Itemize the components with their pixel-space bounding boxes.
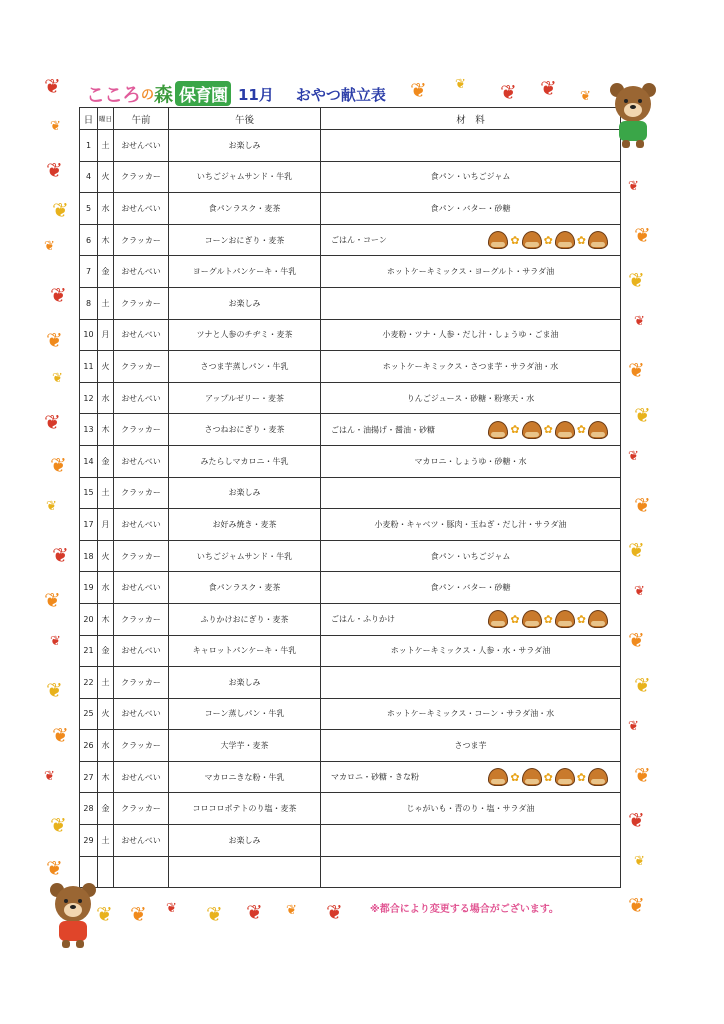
header-weekday: 曜日 (98, 108, 114, 130)
table-body (80, 130, 621, 888)
chestnut-icon (588, 421, 608, 439)
table-row (80, 319, 621, 351)
cell-day: 17 (80, 509, 98, 541)
cell-pm: コーン蒸しパン・牛乳 (169, 698, 321, 730)
flower-icon: ✿ (576, 612, 586, 626)
cell-materials (321, 193, 621, 225)
cell-pm: コーンおにぎり・麦茶 (169, 224, 321, 256)
table-row (80, 730, 621, 762)
materials-text: 食パン・バター・砂糖 (430, 583, 511, 593)
page-title (238, 84, 386, 105)
table-row (80, 572, 621, 604)
cell-am: クラッカー (114, 603, 169, 635)
table-row (80, 635, 621, 667)
maple-leaf-icon: ❦ (52, 543, 69, 567)
logo-text-3: 森 (154, 83, 173, 106)
maple-leaf-icon: ❦ (634, 314, 645, 329)
cell-pm: コロコロポテトのり塩・麦茶 (169, 793, 321, 825)
cell-day: 28 (80, 793, 98, 825)
cell-day: 19 (80, 572, 98, 604)
maple-leaf-icon: ❦ (50, 634, 61, 649)
cell-day: 15 (80, 477, 98, 509)
maple-leaf-icon: ❦ (50, 283, 67, 307)
table-row (80, 161, 621, 193)
cell-weekday: 金 (98, 256, 114, 288)
maple-leaf-icon: ❦ (628, 808, 645, 832)
cell-day: 8 (80, 287, 98, 319)
bear-illustration (604, 80, 662, 150)
maple-leaf-icon: ❦ (50, 119, 61, 134)
cell-pm: 食パンラスク・麦茶 (169, 193, 321, 225)
cell-pm: ふりかけおにぎり・麦茶 (169, 603, 321, 635)
chestnut-icon (555, 610, 575, 628)
maple-leaf-icon: ❦ (286, 903, 297, 918)
flower-icon: ✿ (543, 612, 553, 626)
table-row (80, 667, 621, 699)
cell-materials (321, 319, 621, 351)
cell-weekday: 水 (98, 572, 114, 604)
cell-day: 5 (80, 193, 98, 225)
cell-weekday: 木 (98, 761, 114, 793)
cell-weekday: 水 (98, 730, 114, 762)
maple-leaf-icon: ❦ (634, 763, 651, 787)
cell-day: 13 (80, 414, 98, 446)
flower-icon: ✿ (510, 612, 520, 626)
maple-leaf-icon: ❦ (628, 893, 645, 917)
maple-leaf-icon: ❦ (634, 854, 645, 869)
cell-pm: いちごジャムサンド・牛乳 (169, 540, 321, 572)
cell-materials (321, 603, 621, 635)
title-text: おやつ献立表 (295, 86, 386, 104)
chestnut-icon (522, 768, 542, 786)
flower-icon: ✿ (576, 423, 586, 437)
cell-materials (321, 224, 621, 256)
header-day: 日 (80, 108, 98, 130)
cell-am: クラッカー (114, 793, 169, 825)
maple-leaf-icon: ❦ (634, 403, 651, 427)
maple-leaf-icon: ❦ (46, 856, 63, 880)
cell-am: クラッカー (114, 730, 169, 762)
cell-pm: さつま芋蒸しパン・牛乳 (169, 351, 321, 383)
maple-leaf-icon: ❦ (44, 769, 55, 784)
cell-weekday: 月 (98, 509, 114, 541)
cell-am: おせんべい (114, 319, 169, 351)
flower-icon: ✿ (510, 770, 520, 784)
maple-leaf-icon: ❦ (44, 588, 61, 612)
cell-day: 11 (80, 351, 98, 383)
maple-leaf-icon: ❦ (410, 78, 427, 102)
maple-leaf-icon: ❦ (46, 328, 63, 352)
cell-materials (321, 287, 621, 319)
cell-am: おせんべい (114, 635, 169, 667)
materials-text: マカロニ・しょうゆ・砂糖・水 (414, 456, 527, 466)
cell-pm: お楽しみ (169, 287, 321, 319)
maple-leaf-icon: ❦ (130, 902, 147, 926)
cell-am: おせんべい (114, 761, 169, 793)
cell-weekday: 土 (98, 287, 114, 319)
logo-text-1: こころ (86, 83, 141, 106)
table-row (80, 351, 621, 383)
flower-icon: ✿ (510, 233, 520, 247)
chestnut-icon (488, 231, 508, 249)
materials-text: ホットケーキミックス・人参・水・サラダ油 (390, 646, 551, 656)
maple-leaf-icon: ❦ (628, 719, 639, 734)
materials-text: ごはん・コーン (331, 235, 387, 245)
maple-leaf-icon: ❦ (500, 80, 517, 104)
maple-leaf-icon: ❦ (628, 538, 645, 562)
maple-leaf-icon: ❦ (52, 371, 63, 386)
cell-am: クラッカー (114, 414, 169, 446)
maple-leaf-icon: ❦ (52, 198, 69, 222)
maple-leaf-icon: ❦ (628, 358, 645, 382)
cell-materials (321, 667, 621, 699)
table-row (80, 856, 621, 888)
table-row (80, 477, 621, 509)
table-row (80, 793, 621, 825)
cell-materials (321, 445, 621, 477)
flower-icon: ✿ (510, 423, 520, 437)
chestnut-icon (488, 610, 508, 628)
cell-day: 7 (80, 256, 98, 288)
cell-pm: キャロットパンケーキ・牛乳 (169, 635, 321, 667)
cell-weekday: 土 (98, 477, 114, 509)
table-row (80, 382, 621, 414)
cell-pm: お楽しみ (169, 477, 321, 509)
chestnut-icon (555, 231, 575, 249)
cell-weekday: 水 (98, 193, 114, 225)
maple-leaf-icon: ❦ (634, 673, 651, 697)
maple-leaf-icon: ❦ (52, 723, 69, 747)
cell-weekday: 金 (98, 793, 114, 825)
maple-leaf-icon: ❦ (634, 223, 651, 247)
cell-am: おせんべい (114, 572, 169, 604)
materials-text: りんごジュース・砂糖・粉寒天・水 (406, 393, 535, 403)
cell-weekday: 水 (98, 382, 114, 414)
cell-weekday: 火 (98, 698, 114, 730)
cell-day: 25 (80, 698, 98, 730)
maple-leaf-icon: ❦ (628, 268, 645, 292)
chestnut-icon (488, 768, 508, 786)
maple-leaf-icon: ❦ (628, 628, 645, 652)
footer-note: ※都合により変更する場合がございます。 (370, 904, 559, 915)
table-row (80, 256, 621, 288)
table-row (80, 224, 621, 256)
cell-weekday: 木 (98, 224, 114, 256)
maple-leaf-icon: ❦ (540, 76, 557, 100)
materials-text: ホットケーキミックス・ヨーグルト・サラダ油 (386, 267, 555, 277)
cell-weekday: 木 (98, 603, 114, 635)
maple-leaf-icon: ❦ (166, 901, 177, 916)
materials-text: 小麦粉・ツナ・人参・だし汁・しょうゆ・ごま油 (382, 330, 559, 340)
flower-icon: ✿ (543, 233, 553, 247)
cell-weekday: 土 (98, 130, 114, 162)
cell-day: 12 (80, 382, 98, 414)
maple-leaf-icon: ❦ (44, 239, 55, 254)
cell-materials (321, 540, 621, 572)
cell-am: クラッカー (114, 287, 169, 319)
cell-am: クラッカー (114, 351, 169, 383)
table-row (80, 825, 621, 857)
cell-am: クラッカー (114, 540, 169, 572)
materials-text: マカロニ・砂糖・きな粉 (331, 772, 419, 782)
table-header-row (80, 108, 621, 130)
cell-pm: 食パンラスク・麦茶 (169, 572, 321, 604)
cell-pm (169, 856, 321, 888)
maple-leaf-icon: ❦ (634, 584, 645, 599)
chestnut-icon (555, 421, 575, 439)
flower-icon: ✿ (576, 770, 586, 784)
maple-leaf-icon: ❦ (580, 89, 591, 104)
snack-menu-table (79, 107, 621, 888)
chestnut-icon (522, 421, 542, 439)
maple-leaf-icon: ❦ (628, 179, 639, 194)
nursery-logo (86, 80, 231, 106)
logo-text-2: の (141, 87, 154, 103)
maple-leaf-icon: ❦ (246, 900, 263, 924)
flower-icon: ✿ (543, 423, 553, 437)
cell-day: 21 (80, 635, 98, 667)
table-row (80, 761, 621, 793)
chestnut-icon (522, 610, 542, 628)
maple-leaf-icon: ❦ (46, 158, 63, 182)
cell-am: クラッカー (114, 477, 169, 509)
cell-day: 26 (80, 730, 98, 762)
cell-day: 6 (80, 224, 98, 256)
cell-am: おせんべい (114, 382, 169, 414)
chestnut-decoration (488, 610, 608, 628)
cell-weekday: 火 (98, 540, 114, 572)
cell-materials (321, 730, 621, 762)
chestnut-decoration (488, 231, 608, 249)
cell-materials (321, 825, 621, 857)
cell-am (114, 856, 169, 888)
chestnut-icon (555, 768, 575, 786)
header-am: 午前 (114, 108, 169, 130)
materials-text: ごはん・油揚げ・醤油・砂糖 (331, 425, 435, 435)
cell-weekday: 金 (98, 635, 114, 667)
chestnut-decoration (488, 768, 608, 786)
materials-text: さつま芋 (454, 741, 487, 751)
chestnut-icon (588, 231, 608, 249)
cell-am: おせんべい (114, 698, 169, 730)
cell-pm: みたらしマカロニ・牛乳 (169, 445, 321, 477)
cell-day: 4 (80, 161, 98, 193)
materials-text: ごはん・ふりかけ (331, 614, 395, 624)
cell-materials (321, 414, 621, 446)
cell-materials (321, 856, 621, 888)
materials-text: じゃがいも・青のり・塩・サラダ油 (406, 804, 535, 814)
chestnut-icon (588, 768, 608, 786)
cell-pm: お楽しみ (169, 667, 321, 699)
chestnut-icon (488, 421, 508, 439)
cell-am: おせんべい (114, 193, 169, 225)
maple-leaf-icon: ❦ (46, 678, 63, 702)
table-row (80, 509, 621, 541)
cell-materials (321, 161, 621, 193)
cell-day: 29 (80, 825, 98, 857)
cell-materials (321, 572, 621, 604)
cell-materials (321, 509, 621, 541)
table-row (80, 130, 621, 162)
maple-leaf-icon: ❦ (634, 493, 651, 517)
materials-text: 食パン・いちごジャム (430, 172, 511, 182)
materials-text: ホットケーキミックス・コーン・サラダ油・水 (386, 709, 555, 719)
materials-text: 食パン・いちごジャム (430, 551, 511, 561)
cell-weekday: 火 (98, 351, 114, 383)
materials-text: 小麦粉・キャベツ・豚肉・玉ねぎ・だし汁・サラダ油 (374, 519, 567, 529)
cell-am: おせんべい (114, 130, 169, 162)
cell-materials (321, 793, 621, 825)
cell-am: おせんべい (114, 445, 169, 477)
cell-day: 22 (80, 667, 98, 699)
maple-leaf-icon: ❦ (44, 410, 61, 434)
cell-pm: さつねおにぎり・麦茶 (169, 414, 321, 446)
materials-text: 食パン・バター・砂糖 (430, 203, 511, 213)
cell-day: 20 (80, 603, 98, 635)
cell-am: クラッカー (114, 667, 169, 699)
maple-leaf-icon: ❦ (455, 77, 466, 92)
cell-pm: お楽しみ (169, 130, 321, 162)
flower-icon: ✿ (576, 233, 586, 247)
logo-text-4: 保育園 (175, 81, 231, 106)
cell-pm: アップルゼリー・麦茶 (169, 382, 321, 414)
cell-materials (321, 130, 621, 162)
cell-day: 14 (80, 445, 98, 477)
cell-materials (321, 761, 621, 793)
chestnut-decoration (488, 421, 608, 439)
maple-leaf-icon: ❦ (326, 900, 343, 924)
table-row (80, 287, 621, 319)
maple-leaf-icon: ❦ (50, 453, 67, 477)
cell-pm: お楽しみ (169, 825, 321, 857)
header-materials: 材 料 (321, 108, 621, 130)
header-pm: 午後 (169, 108, 321, 130)
cell-materials (321, 635, 621, 667)
cell-day: 18 (80, 540, 98, 572)
cell-pm: ツナと人参のチヂミ・麦茶 (169, 319, 321, 351)
cell-am: クラッカー (114, 224, 169, 256)
maple-leaf-icon: ❦ (96, 902, 113, 926)
cell-day: 1 (80, 130, 98, 162)
maple-leaf-icon: ❦ (46, 499, 57, 514)
cell-weekday: 金 (98, 445, 114, 477)
cell-am: おせんべい (114, 509, 169, 541)
maple-leaf-icon: ❦ (628, 449, 639, 464)
cell-materials (321, 256, 621, 288)
table-row (80, 414, 621, 446)
flower-icon: ✿ (543, 770, 553, 784)
cell-day: 27 (80, 761, 98, 793)
cell-weekday: 土 (98, 825, 114, 857)
chestnut-icon (588, 610, 608, 628)
cell-weekday: 土 (98, 667, 114, 699)
cell-materials (321, 382, 621, 414)
cell-am: クラッカー (114, 161, 169, 193)
maple-leaf-icon: ❦ (44, 74, 61, 98)
cell-pm: ヨーグルトパンケーキ・牛乳 (169, 256, 321, 288)
cell-materials (321, 698, 621, 730)
cell-materials (321, 351, 621, 383)
cell-materials (321, 477, 621, 509)
maple-leaf-icon: ❦ (206, 902, 223, 926)
title-month: 11月 (238, 86, 274, 104)
cell-pm: マカロニきな粉・牛乳 (169, 761, 321, 793)
cell-pm: いちごジャムサンド・牛乳 (169, 161, 321, 193)
table-row (80, 698, 621, 730)
table-row (80, 445, 621, 477)
cell-weekday: 月 (98, 319, 114, 351)
cell-weekday: 木 (98, 414, 114, 446)
chestnut-icon (522, 231, 542, 249)
table-row (80, 603, 621, 635)
maple-leaf-icon: ❦ (50, 813, 67, 837)
cell-am: おせんべい (114, 256, 169, 288)
cell-pm: 大学芋・麦茶 (169, 730, 321, 762)
table-row (80, 193, 621, 225)
bear-illustration (44, 880, 102, 950)
table-row (80, 540, 621, 572)
cell-weekday: 火 (98, 161, 114, 193)
materials-text: ホットケーキミックス・さつま芋・サラダ油・水 (382, 361, 559, 371)
cell-am: おせんべい (114, 825, 169, 857)
cell-day: 10 (80, 319, 98, 351)
cell-pm: お好み焼き・麦茶 (169, 509, 321, 541)
